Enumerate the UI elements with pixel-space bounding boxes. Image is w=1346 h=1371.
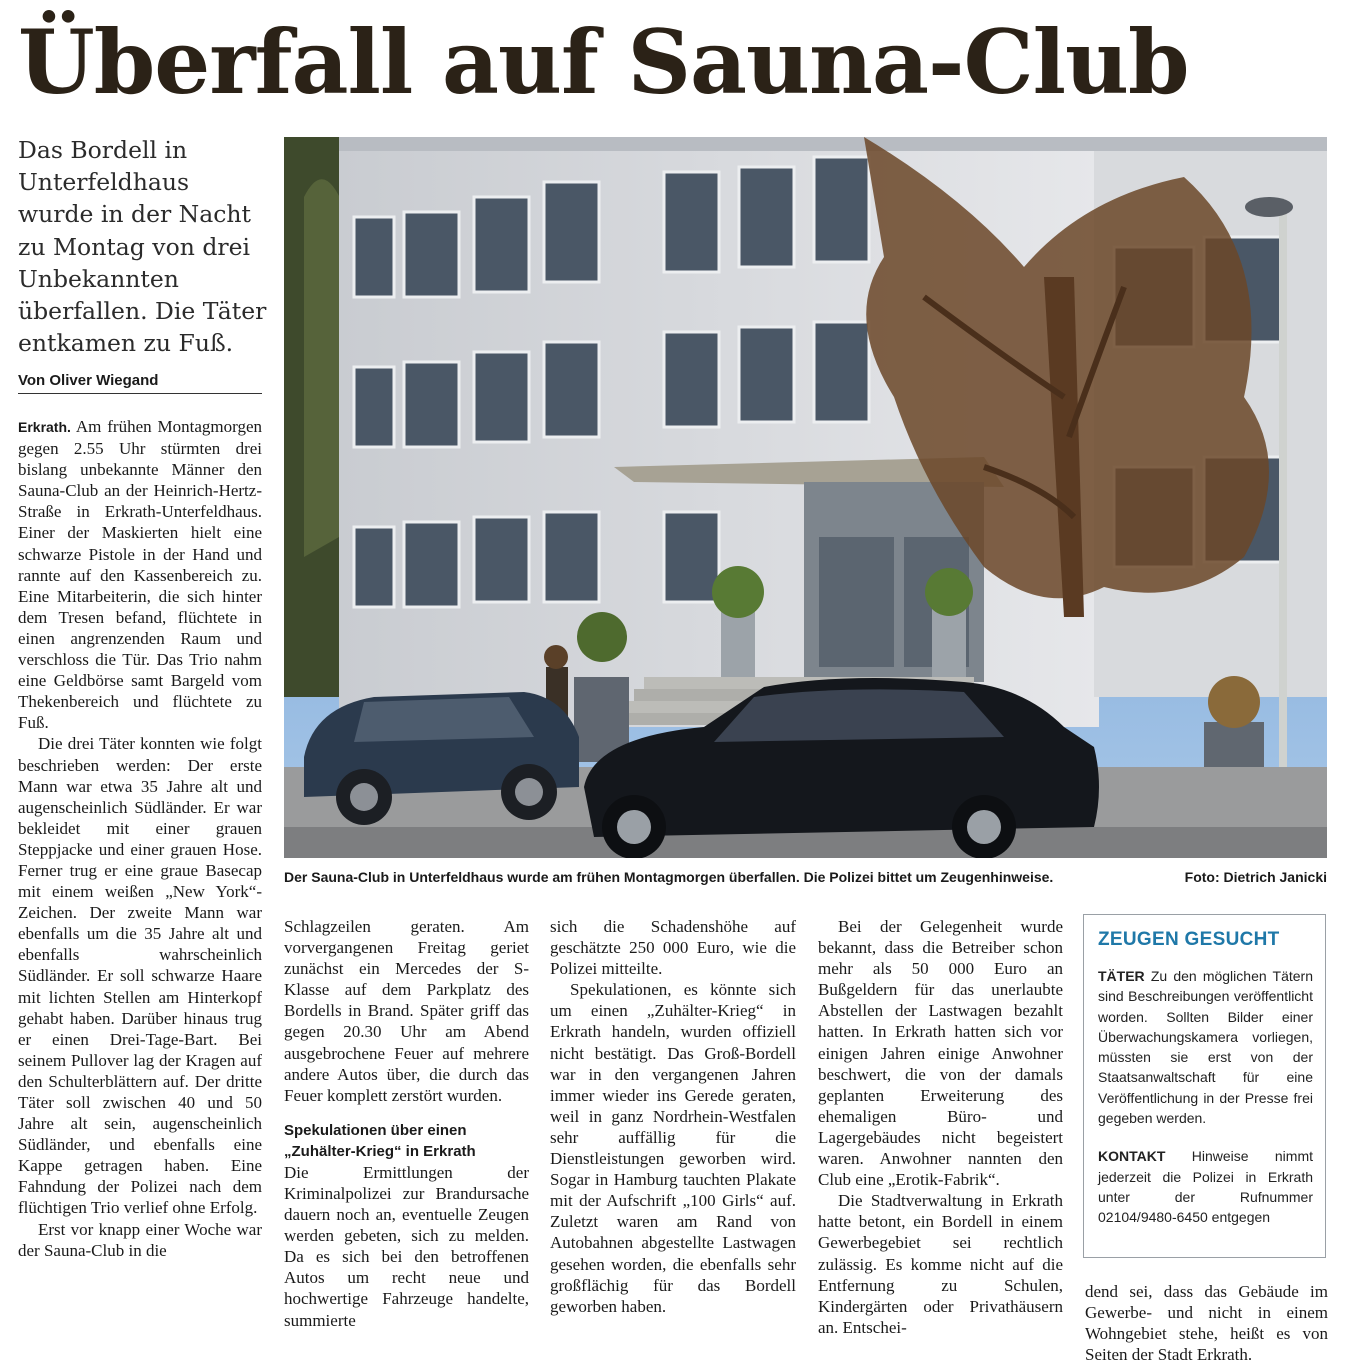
- article-paragraph: Bei der Gelegenheit wurde bekannt, dass die Betreiber schon mehr als 50 000 Euro an Bußgeldern für das unerlaubte Abstellen der Lastwagen bezahlt hatten. In Erkrath hatten sich vor einigen Jahren einige Anwohner beschwert, die von der damals geplanten Erweiterung des ehemaligen Büro- und Lagergebäudes nicht begeistert waren. Anwohner nannten den Club eine „Erotik-Fabrik“.: [818, 917, 1063, 1190]
- article-paragraph: dend sei, dass das Gebäude im Gewerbe- und nicht in einem Wohngebiet stehe, heißt es von Seiten der Stadt Erkrath.: [1085, 1282, 1328, 1365]
- infobox-text: Zu den möglichen Tätern sind Beschreibungen veröffentlicht worden. Sollten Bilder einer Überwachungskamera vorliegen, müssten sie erst von der Staatsanwaltschaft für eine Veröffentlichung in der Presse frei gegeben werden.: [1098, 968, 1314, 1127]
- article-column-2: [284, 916, 529, 1366]
- infobox-contact: [1098, 1146, 1313, 1227]
- article-paragraph: Schlagzeilen geraten. Am vorvergangenen Freitag geriet zunächst ein Mercedes der S-Klasse auf dem Parkplatz des Bordells in Brand. Später griff das gegen 20.30 Uhr am Abend ausgebrochene Feuer auf mehrere andere Autos über, die durch das Feuer komplett zerstört wurden.: [284, 917, 529, 1105]
- infobox-label: KONTAKT: [1098, 1148, 1166, 1165]
- article-column-5: [1085, 1281, 1328, 1369]
- dateline: Erkrath.: [18, 419, 71, 435]
- article-column-4: [818, 916, 1063, 1366]
- subheading: Spekulationen über einen „Zuhälter-Krieg“ in Erkrath: [284, 1121, 476, 1160]
- article-paragraph: Spekulationen, es könnte sich um einen „Zuhälter-Krieg“ in Erkrath handeln, wurden offiziell nicht bestätigt. Das Groß-Bordell war in den vergangenen Jahren immer wieder ins Gerede geraten, weil in ganz Nordrhein-Westfalen sehr auffällig für die Dienstleistungen geworben wird. Sogar in Hamburg tauchten Plakate mit der Aufschrift „100 Girls“ auf. Zuletzt waren am Rand von Autobahnen abgestellte Lastwagen gesehen worden, die ebenfalls sehr großflächig für das Bordell geworben haben.: [550, 980, 796, 1316]
- photo-credit: Foto: Dietrich Janicki: [1184, 869, 1327, 885]
- article-column-1: [18, 416, 262, 1366]
- infobox-title: ZEUGEN GESUCHT: [1098, 929, 1280, 950]
- infobox-label: TÄTER: [1098, 968, 1145, 984]
- lead-paragraph: Das Bordell in Unterfeldhaus wurde in der Nacht zu Montag von drei Unbekannten überfallen. Die Täter entkamen zu Fuß.: [18, 136, 267, 358]
- building-illustration: [284, 137, 1327, 858]
- article-paragraph: Erst vor knapp einer Woche war der Sauna-Club in die: [18, 1219, 262, 1260]
- witness-infobox: [1083, 914, 1326, 1258]
- headline: Überfall auf Sauna-Club: [18, 10, 1189, 114]
- infobox-text: Hinweise nimmt jederzeit die Polizei in Erkrath unter der Rufnummer 02104/9480-6450 entgegen: [1098, 1148, 1313, 1226]
- byline: Von Oliver Wiegand: [18, 370, 262, 394]
- infobox-suspects: [1098, 966, 1313, 1128]
- caption-text: Der Sauna-Club in Unterfeldhaus wurde am frühen Montagmorgen überfallen. Die Polizei bittet um Zeugenhinweise.: [284, 869, 1054, 885]
- paragraph-text: Am frühen Montagmorgen gegen 2.55 Uhr stürmten drei bislang unbekannte Männer den Sauna-Club an der Heinrich-Hertz-Straße in Erkrath-Unterfeldhaus. Einer der Maskierten hielt eine schwarze Pistole in der Hand und rannte auf den Kassenbereich zu. Eine Mitarbeiterin, die sich hinter dem Tresen befand, flüchtete in einen angrenzenden Raum und verschloss die Tür. Das Trio nahm eine Geldbörse samt Bargeld vom Thekenbereich und flüchtete zu Fuß.: [18, 417, 262, 733]
- article-paragraph: Die drei Täter konnten wie folgt beschrieben werden: Der erste Mann war etwa 35 Jahre alt und augenscheinlich Südländer. Er war bekleidet mit einer grauen Steppjacke und einer grauen Hose. Ferner trug er eine graue Basecap mit einem weißen „New York“-Zeichen. Der zweite Mann war ebenfalls um die 35 Jahre alt und ebenfalls wahrscheinlich Südländer. Er soll schwarze Haare mit lichten Stellen am Hinterkopf gehabt haben. Darüber hinaus trug er einen Drei-Tage-Bart. Bei seinem Pullover lag der Kragen auf den Schulterblättern auf. Der dritte Täter soll zwischen 40 und 50 Jahre alt sein, augenscheinlich Südländer, und ebenfalls eine Kappe getragen haben. Eine Fahndung der Polizei nach dem flüchtigen Trio verlief ohne Erfolg.: [18, 734, 262, 1218]
- article-paragraph: [18, 416, 262, 733]
- article-paragraph: Die Ermittlungen der Kriminalpolizei zur Brandursache dauern noch an, eventuelle Zeugen werden gebeten, sich zu melden. Da es sich bei den betroffenen Autos um recht neue und hochwertige Fahrzeuge handelte, summierte: [284, 1162, 529, 1330]
- building-photo: [284, 137, 1327, 858]
- article-paragraph: Die Stadtverwaltung in Erkrath hatte betont, ein Bordell in einem Gewerbegebiet sei rechtlich zulässig. Es komme nicht auf die Entfernung zu Schulen, Kindergärten oder Privathäusern an. Entschei-: [818, 1191, 1063, 1337]
- article-paragraph: sich die Schadenshöhe auf geschätzte 250 000 Euro, wie die Polizei mitteilte.: [550, 917, 796, 979]
- article-column-3: [550, 916, 796, 1366]
- photo-caption: [284, 866, 1327, 888]
